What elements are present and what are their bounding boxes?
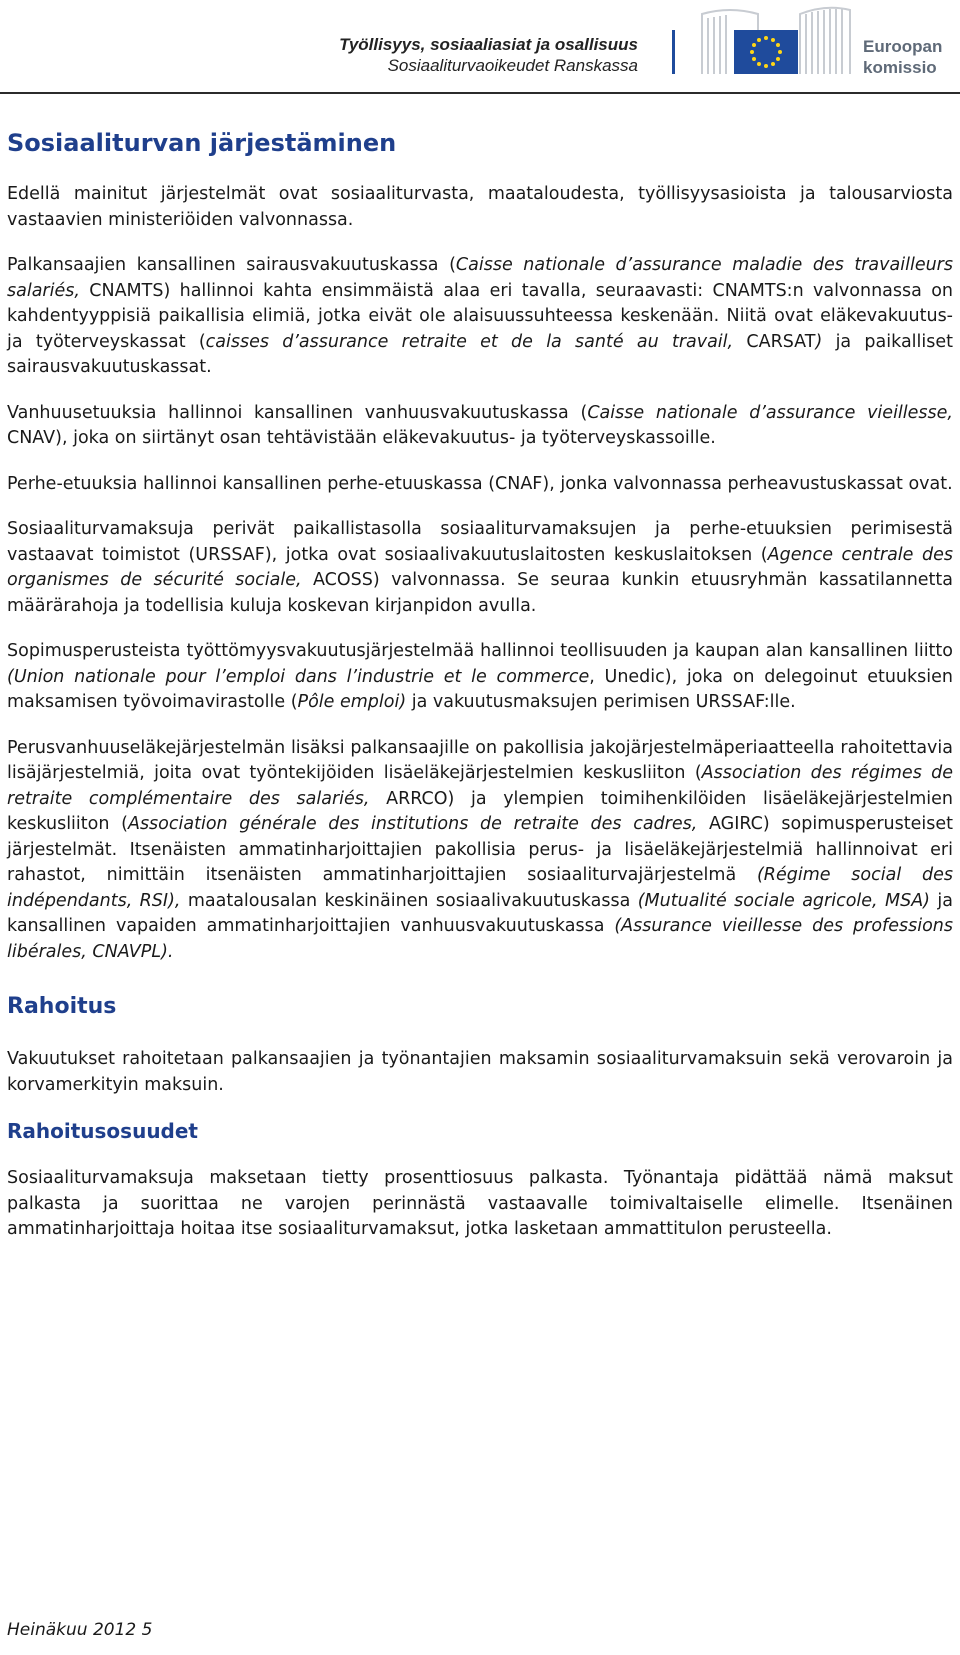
document-body (7, 128, 953, 1263)
p5-text-c: ACOSS) valvonnassa. Se seuraa kunkin etuusryhmän kassatilannetta määrärahoja ja todellisia kuluja koskevan kirjanpidon avulla. (7, 570, 953, 616)
paragraph-4: Perhe-etuuksia hallinnoi kansallinen perhe-etuuskassa (CNAF), jonka valvonnassa perheavustuskassat ovat. (7, 473, 953, 494)
logo-line-1: Euroopan (863, 37, 943, 56)
logo-wordmark (863, 36, 942, 78)
paragraph-6 (7, 639, 953, 716)
header-rule (0, 92, 960, 94)
p7-text-d: Association générale des institutions de retraite des cadres, (127, 814, 698, 834)
heading-contributions: Rahoitusosuudet (7, 1119, 198, 1143)
header-separator (672, 30, 675, 74)
p6-text-d: Pôle emploi) (297, 692, 407, 712)
p3-text-b: Caisse nationale d’assurance vieillesse, (587, 402, 953, 423)
logo-line-2: komissio (863, 58, 937, 77)
heading-financing: Rahoitus (7, 994, 117, 1019)
p7-text-e: AGIRC) sopimusperusteiset järjestelmät. Itsenäisten ammatinharjoittajien pakollisia perus- ja lisäeläkejärjestelmiä hallinnoivat eri rahastot, nimittäin itsenäisten ammatinharjoittajien sosiaaliturvajärjestelmä (7, 814, 953, 885)
p2-text-a: Palkansaajien kansallinen sairausvakuutuskassa ( (7, 255, 456, 275)
p7-text-a: Perusvanhuuseläkejärjestelmän lisäksi palkansaajille on pakollisia jakojärjestelmäperiaatteella rahoitettavia lisäjärjestelmiä, joita ovat työntekijöiden lisäeläkejärjestelmien keskusliiton ( (7, 737, 953, 783)
p2-text-f: ) (815, 331, 823, 352)
header-dg-title: Työllisyys, sosiaaliasiat ja osallisuus (339, 35, 638, 54)
p2-text-b: Caisse nationale d’assurance maladie des travailleurs salariés, (7, 255, 953, 301)
heading-social-security-organisation: Sosiaaliturvan järjestäminen (7, 129, 397, 157)
p2-text-e: CARSAT (733, 331, 816, 352)
p3-text-a: Vanhuusetuuksia hallinnoi kansallinen vanhuusvakuutuskassa ( (7, 402, 588, 423)
p6-text-b: (Union nationale pour l’emploi dans l’industrie et le commerce (7, 666, 590, 687)
p2-text-g: ja paikalliset sairausvakuutuskassat. (7, 331, 953, 377)
paragraph-1: Edellä mainitut järjestelmät ovat sosiaaliturvasta, maataloudesta, työllisyysasioista ja talousarviosta vastaavien ministeriöiden valvonnassa. (7, 184, 953, 230)
header-doc-title: Sosiaaliturvaoikeudet Ranskassa (387, 56, 638, 75)
paragraph-2 (7, 253, 953, 381)
p2-text-d: caisses d’assurance retraite et de la santé au travail, (205, 331, 734, 352)
paragraph-8: Vakuutukset rahoitetaan palkansaajien ja työnantajien maksamin sosiaaliturvamaksuin sekä verovaroin ja korvamerkityin maksuin. (7, 1049, 953, 1095)
paragraph-9: Sosiaaliturvamaksuja maksetaan tietty prosenttiosuus palkasta. Työnantaja pidättää nämä maksut palkasta ja suorittaa ne varojen perinnästä vastaavalle toimivaltaiselle elimelle. Itsenäinen ammatinharjoittaja hoitaa itse sosiaaliturvamaksut, jotka lasketaan ammattitulon perusteella. (7, 1168, 953, 1239)
page-header (0, 0, 960, 92)
p5-text-a: Sosiaaliturvamaksuja perivät paikallistasolla sosiaaliturvamaksujen ja perhe-etuuksien perimisestä vastaavat toimistot (URSSAF), jotka ovat sosiaalivakuutuslaitosten keskuslaitoksen ( (7, 519, 953, 565)
p7-text-j: (Assurance vieillesse des professions libérales, CNAVPL). (7, 916, 953, 962)
p2-text-c: CNAMTS) hallinnoi kahta ensimmäistä alaa eri tavalla, seuraavasti: CNAMTS:n valvonnassa on kahdentyyppisiä paikallisia elimiä, jotka eivät ole alaisuussuhteessa keskenään. Niitä ovat eläkevakuutus- ja työterveyskassat ( (7, 280, 953, 352)
p5-text-b: Agence centrale des organismes de sécurité sociale, (7, 544, 953, 590)
p6-text-c: , Unedic), joka on delegoinut etuuksien maksamisen työvoimavirastolle ( (7, 666, 953, 712)
p7-text-h: (Mutualité sociale agricole, MSA) (637, 890, 931, 911)
p6-text-e: ja vakuutusmaksujen perimisen URSSAF:lle. (406, 692, 796, 712)
p7-text-c: ARRCO) ja ylempien toimihenkilöiden lisäeläkejärjestelmien keskusliiton ( (7, 788, 953, 834)
p7-text-i: ja kansallinen vapaiden ammatinharjoittajien vanhuusvakuutuskassa (7, 890, 953, 936)
header-titles (339, 34, 638, 76)
eu-flag-icon (734, 30, 798, 74)
paragraph-7 (7, 736, 953, 966)
p6-text-a: Sopimusperusteista työttömyysvakuutusjärjestelmää hallinnoi teollisuuden ja kaupan alan kansallinen liitto (7, 641, 953, 661)
p3-text-c: CNAV), joka on siirtänyt osan tehtävistään eläkevakuutus- ja työterveyskassoille. (7, 428, 716, 448)
european-commission-logo (700, 4, 960, 84)
p7-text-b: Association des régimes de retraite complémentaire des salariés, (7, 763, 954, 809)
p7-text-f: (Régime social des indépendants, RSI), (7, 865, 953, 911)
p7-text-g: maatalousalan keskinäinen sosiaalivakuutuskassa (180, 890, 638, 911)
page-footer: Heinäkuu 2012 5 (7, 1620, 153, 1640)
paragraph-5 (7, 517, 953, 619)
paragraph-3 (7, 401, 953, 452)
